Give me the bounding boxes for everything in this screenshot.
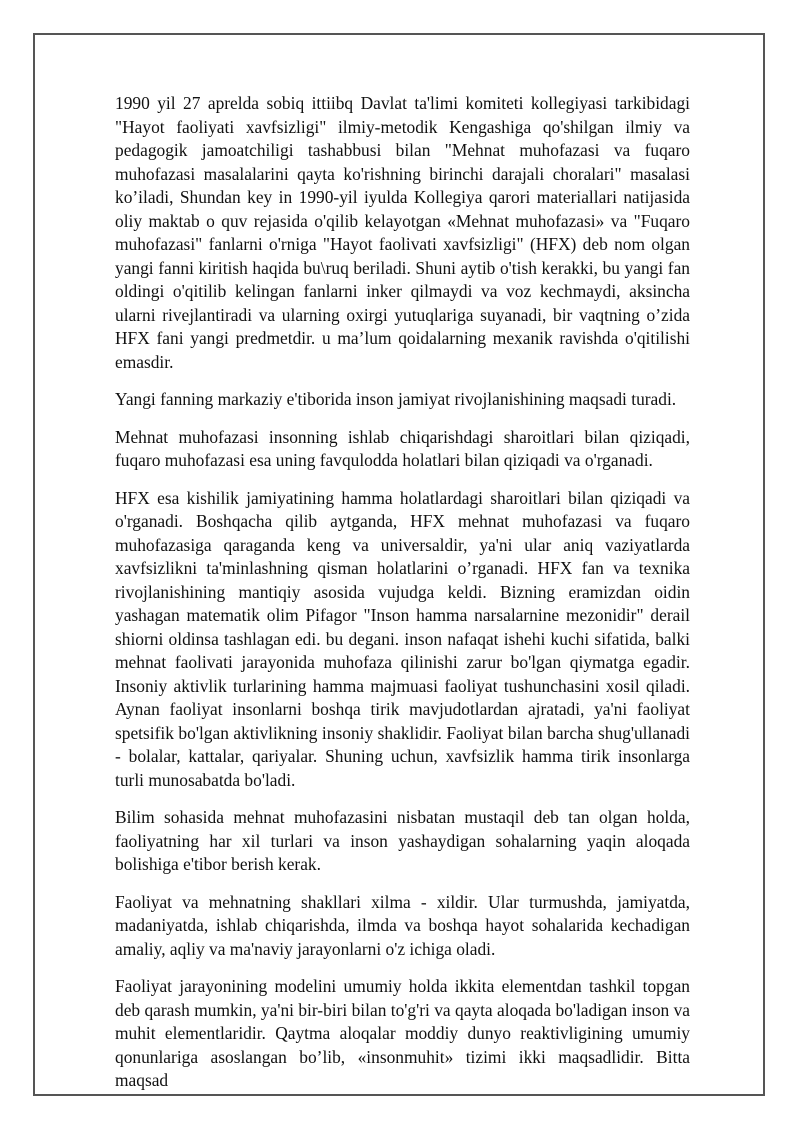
- document-body: [115, 92, 690, 1107]
- paragraph: Bilim sohasida mehnat muhofazasini nisbatan mustaqil deb tan olgan holda, faoliyatning har xil turlari va inson yashaydigan sohalarning yaqin aloqada bolishiga e'tibor berish kerak.: [115, 807, 690, 874]
- paragraph: 1990 yil 27 aprelda sobiq ittiibq Davlat ta'limi komiteti kollegiyasi tarkibidagi "Hayot faoliyati xavfsizligi" ilmiy-metodik Kengashiga qo'shilgan ilmiy va pedagogik jamoatchiligi tashabbusi bilan "Mehnat muhofazasi va fuqaro muhofazasi masalalarini qayta ko'rishning birinchi darajali choralari" masalasi ko’iladi, Shundan key in 1990-yil iyulda Kollegiya qarori materiallari natijasida oliy maktab o quv rejasida o'qilib kelayotgan «Mehnat muhofazasi» va "Fuqaro muhofazasi" fanlarni o'rniga "Hayot faolivati xavfsizligi" (HFX) deb nom olgan yangi fanni kiritish haqida bu\ruq beriladi. Shuni aytib o'tish kerakki, bu yangi fan oldingi o'qitilib kelingan fanlarni inker qilmaydi va voz kechmaydi, aksincha ularni rivejlantiradi va ularning oxirgi yutuqlariga suyanadi, bir vaqtning o’zida HFX fani yangi predmetdir. u ma’lum qoidalarning mexanik ravishda o'qitilishi emasdir.: [115, 93, 690, 372]
- paragraph: Yangi fanning markaziy e'tiborida inson jamiyat rivojlanishining maqsadi turadi.: [115, 389, 677, 409]
- paragraph: Faoliyat jarayonining modelini umumiy holda ikkita elementdan tashkil topgan deb qarash mumkin, ya'ni bir-biri bilan to'g'ri va qayta aloqada bo'ladigan inson va muhit elementlaridir. Qaytma aloqalar moddiy dunyo reaktivligining umumiy qonunlariga asoslangan bo’lib, «insonmuhit» tizimi ikki maqsadlidir. Bitta maqsad: [115, 976, 690, 1090]
- paragraph: HFX esa kishilik jamiyatining hamma holatlardagi sharoitlari bilan qiziqadi va o'rganadi. Boshqacha qilib aytganda, HFX mehnat muhofazasi va fuqaro muhofazasiga qaraganda keng va universaldir, ya'ni ular aniq vaziyatlarda xavfsizlikni ta'minlashning qisman holatlarini o’rganadi. HFX fan va texnika rivojlanishining mantiqiy asosida vujudga keldi. Bizning eramizdan oidin yashagan matematik olim Pifagor "Inson hamma narsalarnine mezonidir" derail shiorni oldinsa tashlagan edi. bu degani. inson nafaqat ishehi kuchi sifatida, balki mehnat faolivati jarayonida muhofaza qilinishi zarur bo'lgan qiymatga egadir. Insoniy aktivlik turlarining hamma majmuasi faoliyat tushunchasini xosil qiladi. Aynan faoliyat insonlarni boshqa tirik mavjudotlardan ajratadi, ya'ni faoliyat spetsifik bo'lgan aktivlikning insoniy shaklidir. Faoliyat bilan barcha shug'ullanadi - bolalar, kattalar, qariyalar. Shuning uchun, xavfsizlik hamma tirik insonlarga turli munosabatda bo'ladi.: [115, 487, 690, 790]
- paragraph: Faoliyat va mehnatning shakllari xilma - xildir. Ular turmushda, jamiyatda, madaniyatda, ishlab chiqarishda, ilmda va boshqa hayot sohalarida kechadigan amaliy, aqliy va ma'naviy jarayonlarni o'z ichiga oladi.: [115, 891, 690, 959]
- paragraph: Mehnat muhofazasi insonning ishlab chiqarishdagi sharoitlari bilan qiziqadi, fuqaro muhofazasi esa uning favqulodda holatlari bilan qiziqadi va o'rganadi.: [115, 426, 690, 470]
